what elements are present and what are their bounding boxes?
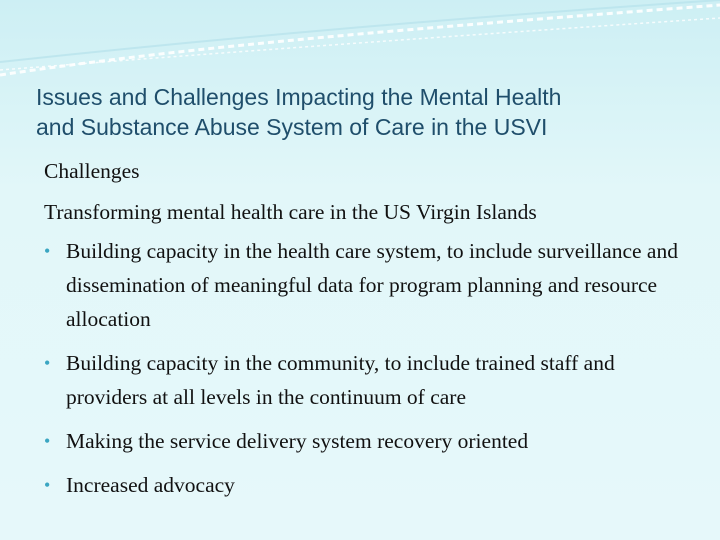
bullet-dot-icon: • — [44, 475, 51, 495]
challenges-heading: Challenges — [44, 159, 140, 183]
title-line-2: and Substance Abuse System of Care in the USVI — [36, 114, 548, 140]
bullet-text: Making the service delivery system recovery oriented — [66, 429, 529, 453]
title-line-1: Issues and Challenges Impacting the Mental Health — [36, 84, 562, 110]
list-item — [44, 468, 684, 502]
bullet-dot-icon: • — [44, 431, 51, 451]
bullet-text: Building capacity in the health care system, to include surveillance and dissemination of meaningful data for program planning and resource allocation — [66, 239, 678, 331]
bullet-text: Increased advocacy — [66, 473, 235, 497]
transforming-subheading: Transforming mental health care in the US Virgin Islands — [44, 200, 537, 224]
list-item — [44, 234, 684, 336]
bullet-list — [44, 234, 684, 502]
slide-body — [44, 158, 684, 512]
bullet-dot-icon: • — [44, 353, 51, 373]
list-item — [44, 346, 684, 414]
list-item — [44, 424, 684, 458]
decorative-swoosh — [0, 0, 720, 90]
slide-title — [36, 82, 696, 142]
bullet-text: Building capacity in the community, to include trained staff and providers at all levels in the continuum of care — [66, 351, 615, 409]
bullet-dot-icon: • — [44, 241, 51, 261]
